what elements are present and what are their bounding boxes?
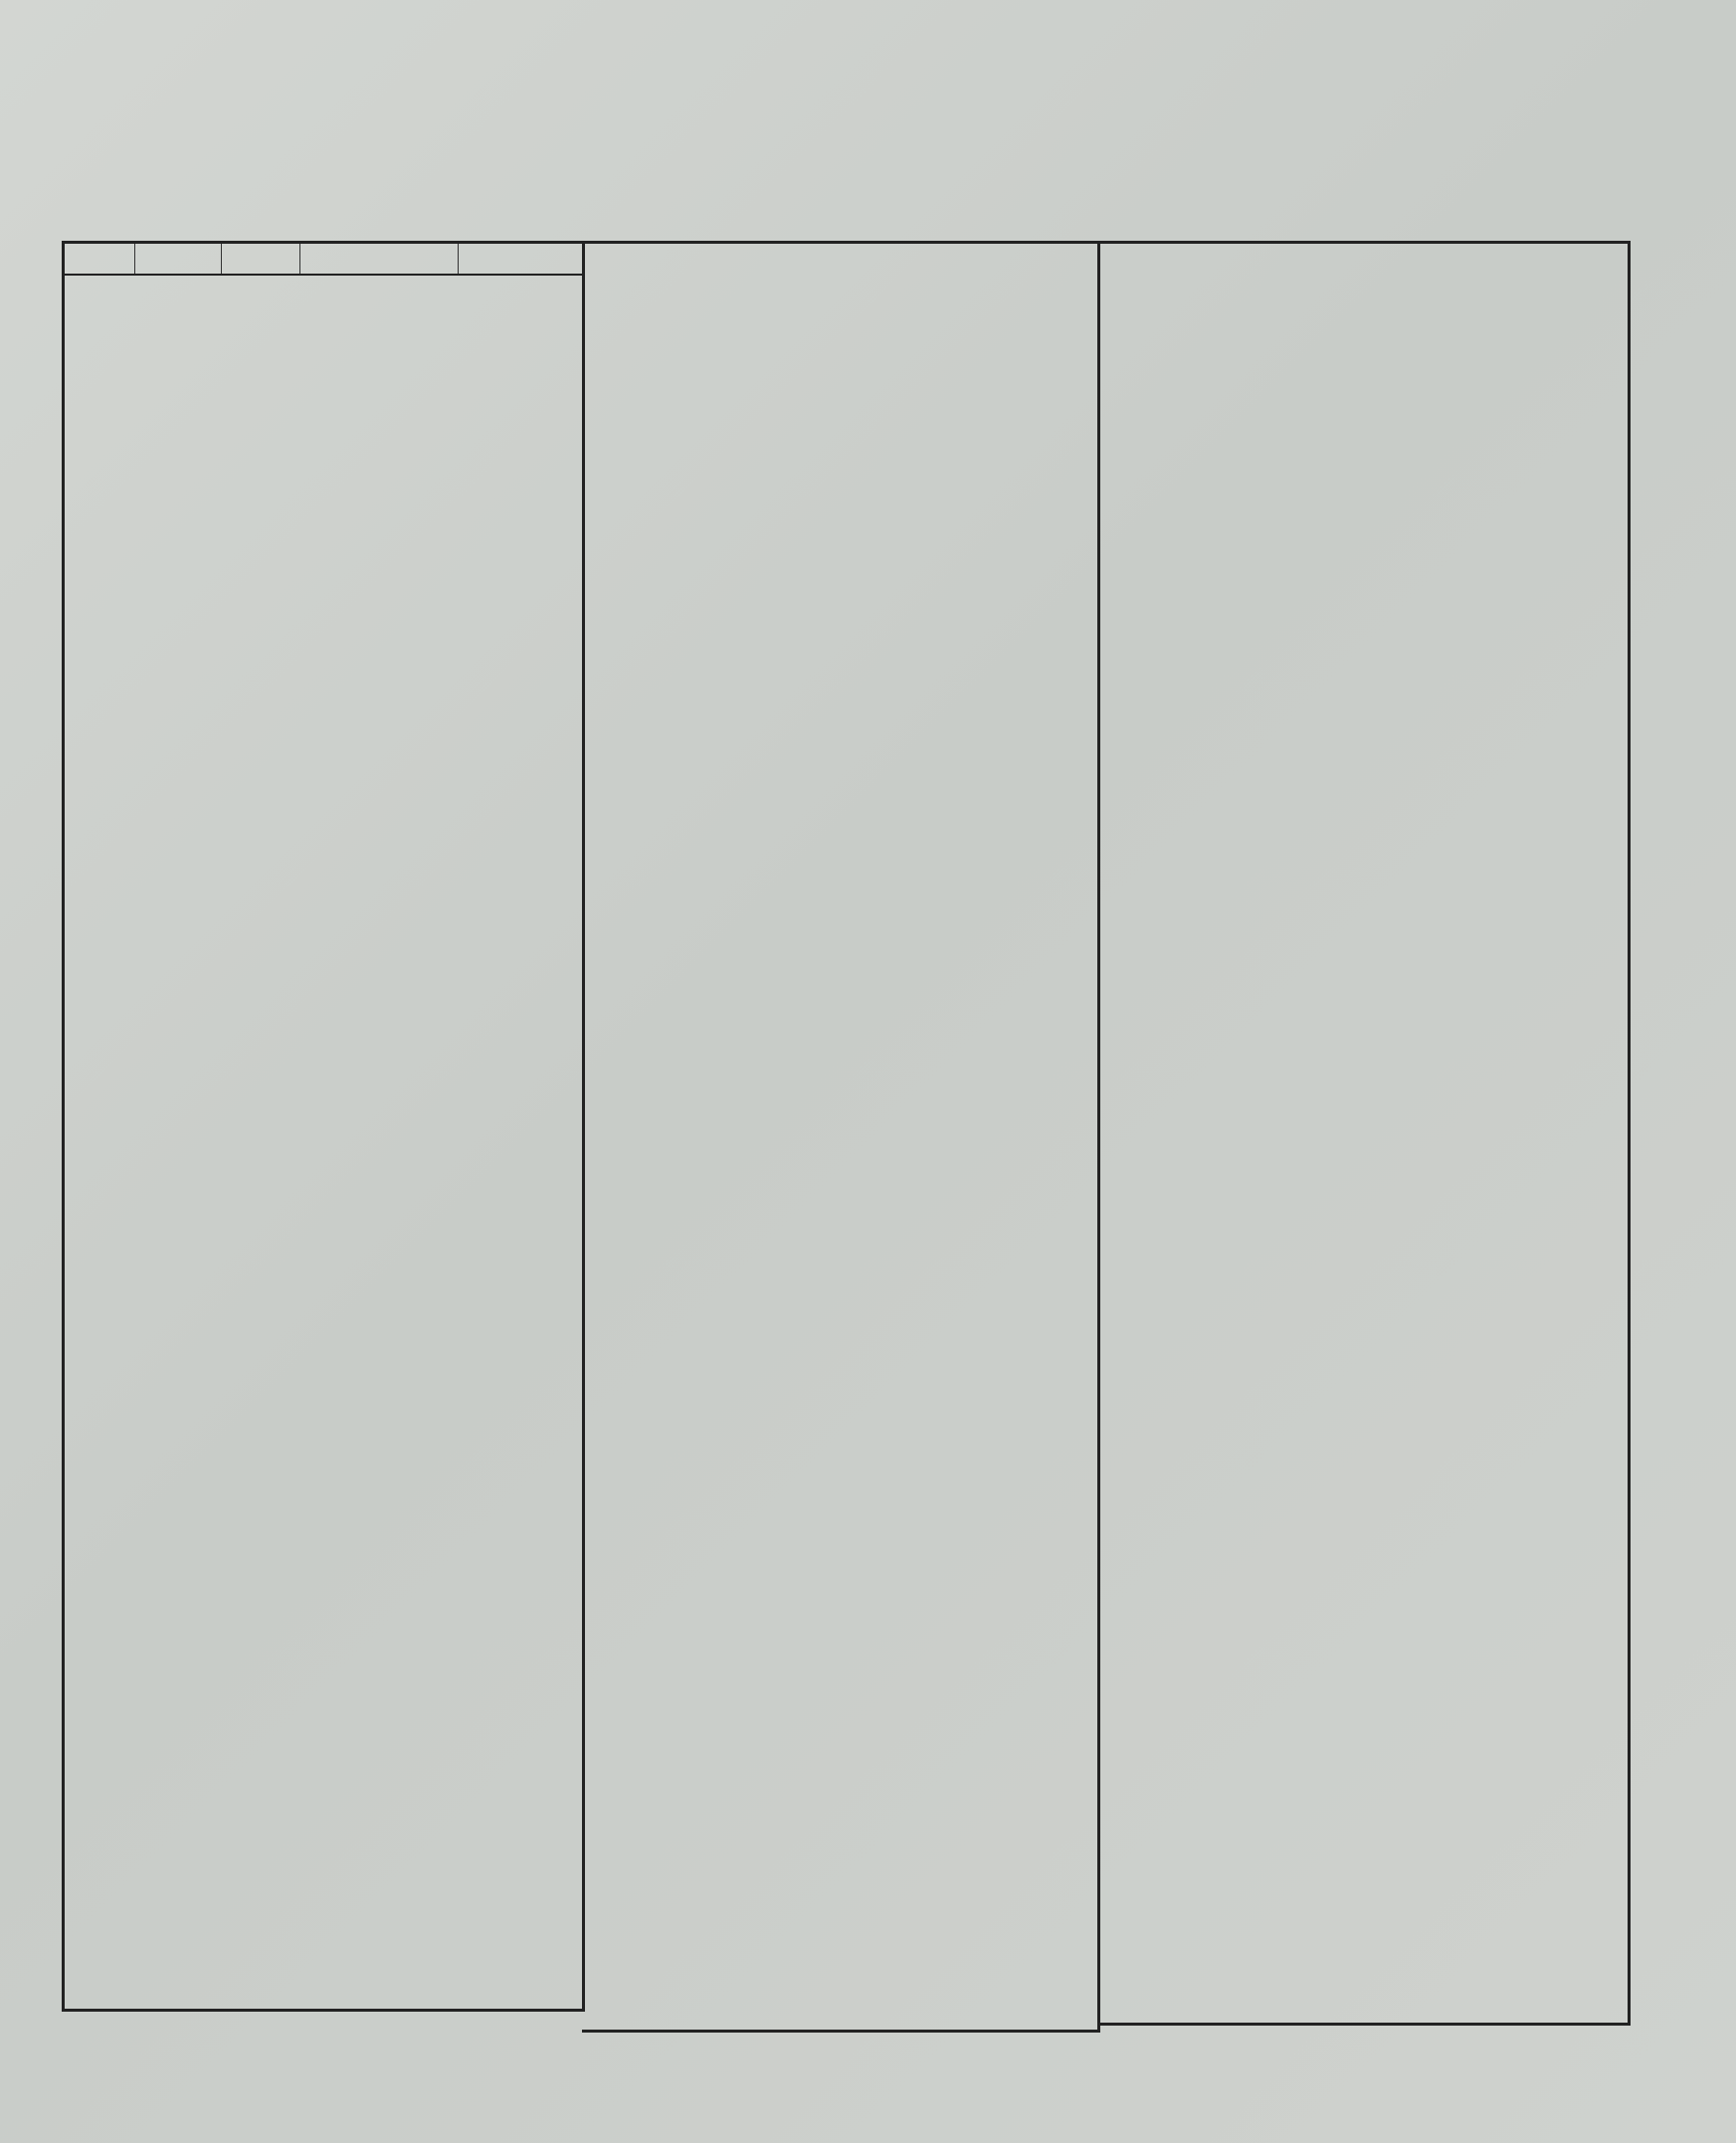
- section-title: [65, 276, 582, 286]
- watermark: [1378, 8, 1706, 12]
- column-middle: [582, 241, 1100, 2033]
- column-header-cell: [135, 244, 222, 274]
- column-header-cell: [65, 244, 135, 274]
- column-header-cell: [459, 244, 582, 274]
- column-right: [1100, 241, 1631, 2026]
- column-header-cell: [222, 244, 300, 274]
- column-header: [65, 244, 582, 276]
- price-section: [65, 276, 582, 286]
- column-left: [62, 241, 585, 2012]
- column-header-cell: [300, 244, 459, 274]
